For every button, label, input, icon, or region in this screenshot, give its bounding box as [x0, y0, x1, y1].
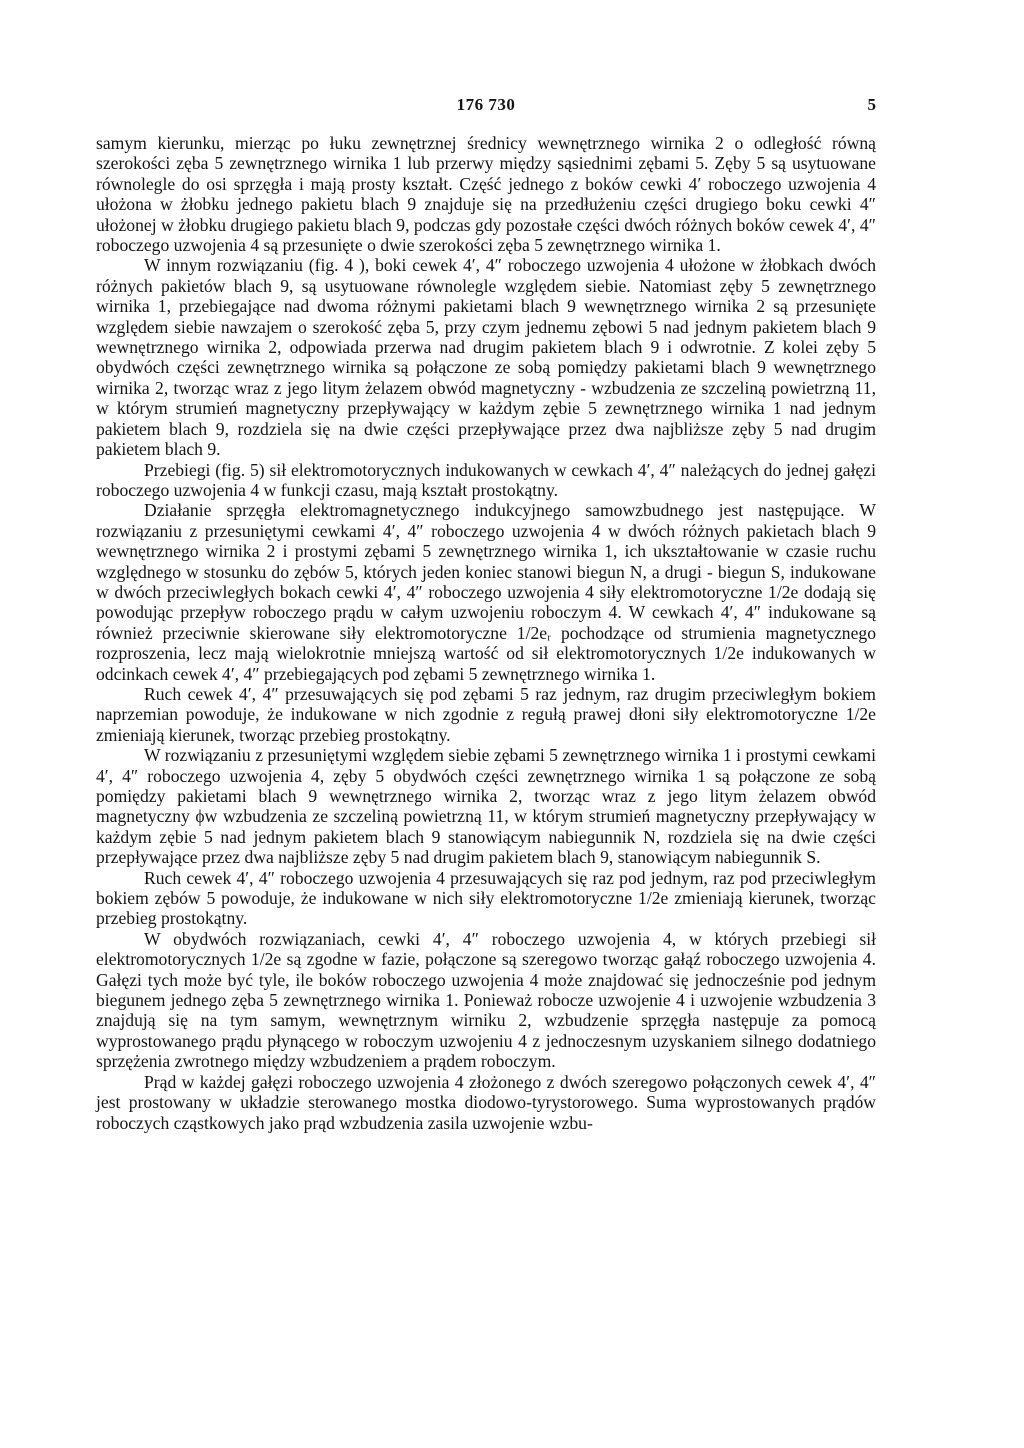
page-number: 5 — [867, 95, 876, 114]
paragraph: Działanie sprzęgła elektromagnetycznego indukcyjnego samowzbudnego jest następujące. W rozwiązaniu z przesuniętymi cewkami 4′, 4″ roboczego uzwojenia 4 w dwóch różnych pakietach blach 9 wewnętrznego wirnika 2 i prostymi zębami 5 zewnętrznego wirnika 1, ich ukształtowanie w czasie ruchu względnego w stosunku do zębów 5, których jeden koniec stanowi biegun N, a drugi - biegun S, indukowane w dwóch przeciwległych bokach cewki 4′, 4″ roboczego uzwojenia 4 siły elektromotoryczne 1/2e dodają się powodując przepływ roboczego prądu w całym uzwojeniu roboczym 4. W cewkach 4′, 4″ indukowane są również przeciwnie skierowane siły elektromotoryczne 1/2eᵣ pochodzące od strumienia magnetycznego rozproszenia, lecz mają wielokrotnie mniejszą wartość od sił elektromotorycznych 1/2e indukowanych w odcinkach cewek 4′, 4″ przebiegających pod zębami 5 zewnętrznego wirnika 1. — [96, 500, 876, 684]
paragraph: Ruch cewek 4′, 4″ roboczego uzwojenia 4 przesuwających się raz pod jednym, raz pod przeciwległym bokiem zębów 5 powoduje, że indukowane w nich siły elektromotoryczne 1/2e zmieniają kierunek, tworząc przebieg prostokątny. — [96, 867, 876, 929]
body-text — [96, 133, 876, 1133]
paragraph: W innym rozwiązaniu (fig. 4 ), boki cewek 4′, 4″ roboczego uzwojenia 4 ułożone w żłobkach dwóch różnych pakietów blach 9, są usytuowane równolegle względem siebie. Natomiast zęby 5 zewnętrznego wirnika 1, przebiegające nad dwoma różnymi pakietami blach 9 wewnętrznego wirnika 2 są przesunięte względem siebie nawzajem o szerokość zęba 5, przy czym jednemu zębowi 5 nad jednym pakietem blach 9 wewnętrznego wirnika 2, odpowiada przerwa nad drugim pakietem blach 9 i odwrotnie. Z kolei zęby 5 obydwóch części zewnętrznego wirnika są połączone ze sobą pomiędzy pakietami blach 9 wewnętrznego wirnika 2, tworząc wraz z jego litym żelazem obwód magnetyczny - wzbudzenia ze szczeliną powietrzną 11, w którym strumień magnetyczny przepływający w każdym zębie 5 zewnętrznego wirnika 1 nad jednym pakietem blach 9, rozdziela się na dwie części przepływające przez dwa najbliższe zęby 5 nad drugim pakietem blach 9. — [96, 255, 876, 460]
paragraph: Przebiegi (fig. 5) sił elektromotorycznych indukowanych w cewkach 4′, 4″ należących do jednej gałęzi roboczego uzwojenia 4 w funkcji czasu, mają kształt prostokątny. — [96, 459, 876, 500]
paragraph: W rozwiązaniu z przesuniętymi względem siebie zębami 5 zewnętrznego wirnika 1 i prostymi cewkami 4′, 4″ roboczego uzwojenia 4, zęby 5 obydwóch części zewnętrznego wirnika 1 są połączone ze sobą pomiędzy pakietami blach 9 wewnętrznego wirnika 2, tworząc wraz z jego litym żelazem obwód magnetyczny ϕw wzbudzenia ze szczeliną powietrzną 11, w którym strumień magnetyczny przepływający w każdym zębie 5 nad jednym pakietem blach 9 stanowiącym nabiegunnik N, rozdziela się na dwie części przepływające przez dwa najbliższe zęby 5 nad drugim pakietem blach 9, stanowiącym nabiegunnik S. — [96, 745, 876, 868]
paragraph: Prąd w każdej gałęzi roboczego uzwojenia 4 złożonego z dwóch szeregowo połączonych cewek 4′, 4″ jest prostowany w układzie sterowanego mostka diodowo-tyrystorowego. Suma wyprostowanych prądów roboczych cząstkowych jako prąd wzbudzenia zasila uzwojenie wzbu- — [96, 1071, 876, 1133]
paragraph: W obydwóch rozwiązaniach, cewki 4′, 4″ roboczego uzwojenia 4, w których przebiegi sił elektromotorycznych 1/2e są zgodne w fazie, połączone są szeregowo tworząc gałąź roboczego uzwojenia 4. Gałęzi tych może być tyle, ile boków roboczego uzwojenia 4 może znajdować się jednocześnie pod jednym biegunem jednego zęba 5 zewnętrznego wirnika 1. Ponieważ robocze uzwojenie 4 i uzwojenie wzbudzenia 3 znajdują się na tym samym, wewnętrznym wirniku 2, wzbudzenie sprzęgła następuje za pomocą wyprostowanego prądu płynącego w roboczym uzwojeniu 4 z jednoczesnym uzyskaniem silnego dodatniego sprzężenia zwrotnego między wzbudzeniem a prądem roboczym. — [96, 928, 876, 1072]
page-header — [96, 95, 876, 117]
paragraph: samym kierunku, mierząc po łuku zewnętrznej średnicy wewnętrznego wirnika 2 o odległość równą szerokości zęba 5 zewnętrznego wirnika 1 lub przerwy między sąsiednimi zębami 5. Zęby 5 są usytuowane równolegle do osi sprzęgła i mają prosty kształt. Część jednego z boków cewki 4′ roboczego uzwojenia 4 ułożona w żłobku jednego pakietu blach 9 znajduje się na przedłużeniu części drugiego boku cewki 4″ ułożonej w żłobku drugiego pakietu blach 9, podczas gdy pozostałe części dwóch różnych boków cewek 4′, 4″ roboczego uzwojenia 4 są przesunięte o dwie szerokości zęba 5 zewnętrznego wirnika 1. — [96, 133, 876, 256]
paragraph: Ruch cewek 4′, 4″ przesuwających się pod zębami 5 raz jednym, raz drugim przeciwległym bokiem naprzemian powoduje, że indukowane w nich zgodnie z regułą prawej dłoni siły elektromotoryczne 1/2e zmieniają kierunek, tworząc przebieg prostokątny. — [96, 683, 876, 745]
document-number: 176 730 — [456, 95, 516, 114]
